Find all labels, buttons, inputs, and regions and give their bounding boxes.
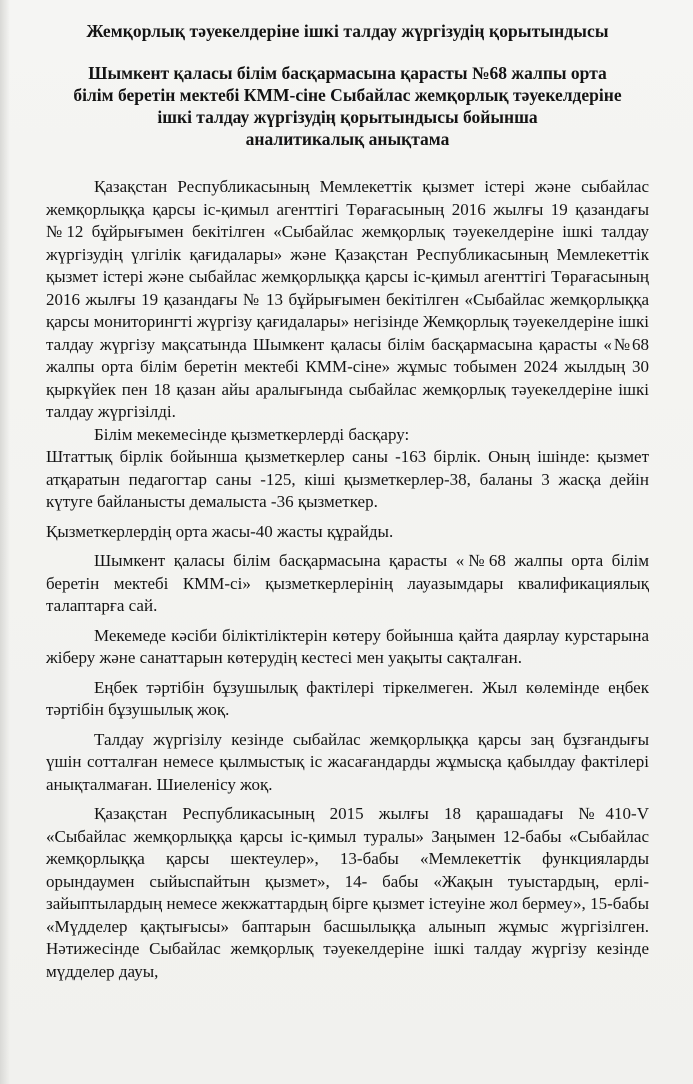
- paragraph-qualifications: Шымкент қаласы білім басқармасына қарасты «№68 жалпы орта білім беретін мектебі КММ-сі» қызметкерлерінің лауазымдары квалификациялық талаптарға сай.: [46, 551, 649, 615]
- subtitle-line: білім беретін мектебі КММ-сіне Сыбайлас жемқорлық тәуекелдеріне: [73, 85, 622, 105]
- paragraph-staff-heading: Білім мекемесінде қызметкерлерді басқару:: [94, 424, 410, 444]
- paragraph-average-age: Қызметкерлердің орта жасы-40 жасты құрайды.: [46, 521, 394, 541]
- subtitle-line: аналитикалық анықтама: [245, 129, 450, 149]
- paragraph-training: Мекемеде кәсіби біліктіліктерін көтеру бойынша қайта даярлау курстарына жіберу және санаттарын көтерудің кестесі мен уақыты сақталған.: [46, 625, 649, 667]
- subtitle-line: Шымкент қаласы білім басқармасына қарасты №68 жалпы орта: [88, 63, 607, 83]
- document-title: Жемқорлық тәуекелдеріне ішкі талдау жүргізудің қорытындысы: [86, 21, 609, 41]
- paragraph-hiring-check: Талдау жүргізілу кезінде сыбайлас жемқорлыққа қарсы заң бұзғандығы үшін сотталған немесе қылмыстық іс жасағандарды жұмысқа қабылдау фактілері анықталмаған. Шиеленісу жоқ.: [46, 729, 649, 794]
- scan-edge-shadow: [0, 0, 10, 1084]
- paragraph-legal-basis: Қазақстан Республикасының Мемлекеттік қызмет істері және сыбайлас жемқорлыққа қарсы іс-қимыл агенттігі Төрағасының 2016 жылғы 19 қазандағы №12 бұйрығымен бекітілген «Сыбайлас жемқорлық тәуекелдеріне ішкі талдау жүргізудің үлгілік қағидалары» және Қазақстан Республикасының Мемлекеттік қызмет істері және сыбайлас жемқорлыққа қарсы іс-қимыл агенттігі Төрағасының 2016 жылғы 19 қазандағы № 13 бұйрығымен бекітілген «Сыбайлас жемқорлыққа қарсы мониторингті жүргізу қағидалары» негізінде Жемқорлық тәуекелдеріне ішкі талдау жүргізу мақсатында Шымкент қаласы білім басқармасына қарасты «№68 жалпы орта білім беретін мектебі КММ-сіне» жұмыс тобымен 2024 жылдың 30 қыркүйек пен 18 қазан айы аралығында сыбайлас жемқорлық тәуекелдеріне ішкі талдау жүргізілді.: [46, 177, 649, 421]
- subtitle-line: ішкі талдау жүргізудің қорытындысы бойынша: [157, 107, 538, 127]
- paragraph-discipline: Еңбек тәртібін бұзушылық фактілері тіркелмеген. Жыл көлемінде еңбек тәртібін бұзушылық жоқ.: [46, 677, 649, 719]
- document-subtitle: [46, 62, 649, 150]
- paragraph-staff-count: Штаттық бірлік бойынша қызметкерлер саны -163 бірлік. Оның ішінде: қызмет атқаратын педагогтар саны -125, кіші қызметкерлер-38, баланы 3 жасқа дейін күтуге байланысты демалыста -36 қызметкер.: [46, 447, 649, 511]
- paragraph-law-reference: Қазақстан Республикасының 2015 жылғы 18 қарашадағы №410-V «Сыбайлас жемқорлыққа қарсы іс-қимыл туралы» Заңымен 12-бабы «Сыбайлас жемқорлыққа қарсы шектеулер», 13-бабы «Мемлекеттік функцияларды орындаумен сыйыспайтын қызмет», 14- бабы «Жақын туыстардың, ерлі-зайыптылардың немесе жекжаттардың бірге қызмет істеуіне жол бермеу», 15-бабы «Мүдделер қақтығысы» баптарын басшылыққа алынып жұмыс жүргізілген. Нәтижесінде Сыбайлас жемқорлық тәуекелдеріне ішкі талдау жүргізу кезінде мүдделер дауы,: [46, 804, 649, 981]
